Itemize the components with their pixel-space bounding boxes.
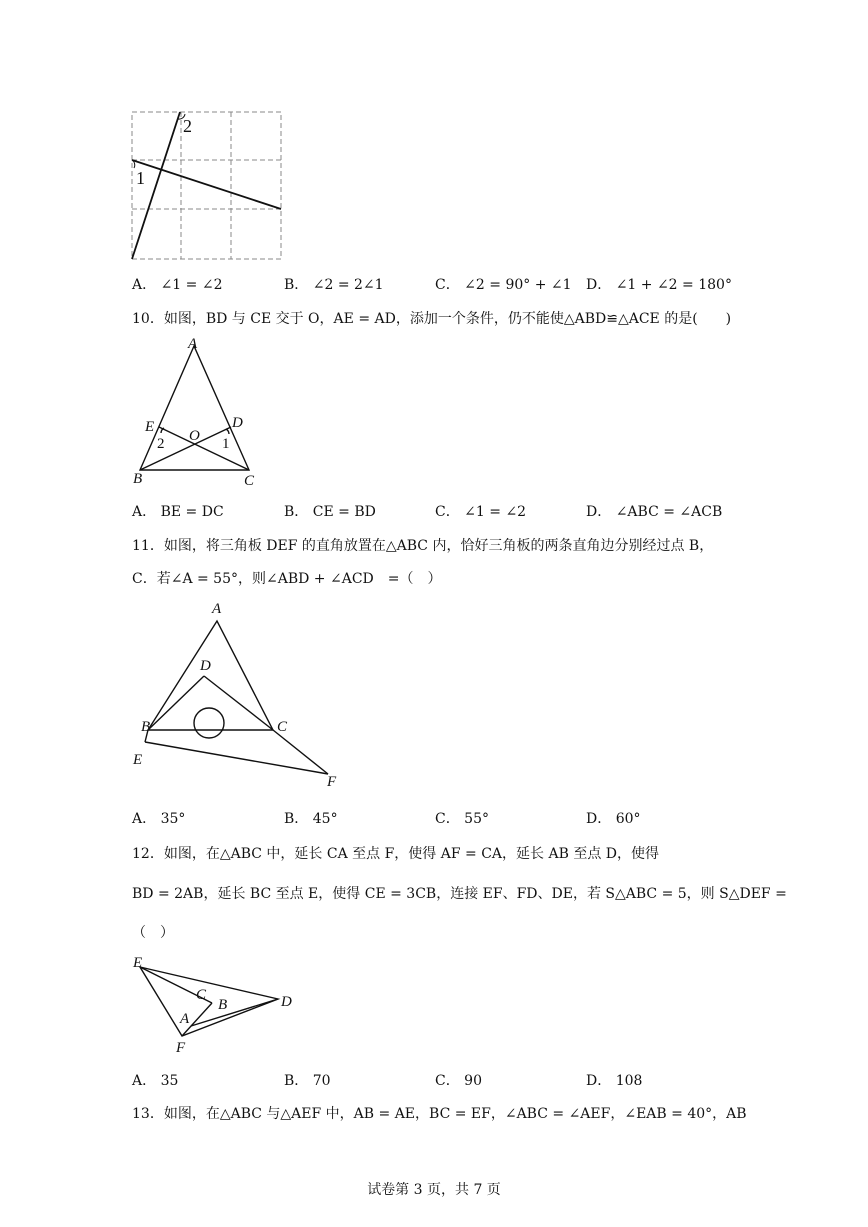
q9-option-d: D． ∠1 + ∠2 = 180° xyxy=(586,277,732,293)
q11-option-b: B． 45° xyxy=(284,811,338,827)
q12-point-a: A xyxy=(180,1011,190,1027)
q10-option-a: A． BE = DC xyxy=(132,504,224,520)
q11-point-e: E xyxy=(133,752,143,768)
q13-stem: 13．如图，在△ABC 与△AEF 中，AB = AE，BC = EF，∠ABC = ∠AEF，∠EAB = 40°，AB xyxy=(132,1106,747,1122)
q12-stem-line-3: （ ） xyxy=(132,925,174,941)
q11-figure xyxy=(128,596,348,788)
page-footer: 试卷第 3 页，共 7 页 xyxy=(367,1182,501,1198)
q12-point-e: E xyxy=(133,955,143,971)
q9-option-b: B． ∠2 = 2∠1 xyxy=(284,277,384,293)
q9-figure xyxy=(128,108,288,264)
q9-angle-1-label: 1 xyxy=(136,168,145,188)
q10-option-d: D． ∠ABC = ∠ACB xyxy=(586,504,723,520)
q10-angle-2-label: 2 xyxy=(157,436,165,452)
q12-stem-line-2: BD = 2AB，延长 BC 至点 E，使得 CE = 3CB，连接 EF、FD、DE，若 S△ABC = 5，则 S△DEF = xyxy=(132,886,787,902)
q10-stem: 10．如图，BD 与 CE 交于 O，AE = AD，添加一个条件，仍不能使△ABD≌△ACE 的是( ) xyxy=(132,311,732,327)
q10-point-o: O xyxy=(189,428,200,444)
q11-point-f: F xyxy=(327,774,337,788)
q10-figure xyxy=(128,330,268,492)
q9-option-c: C． ∠2 = 90° + ∠1 xyxy=(435,277,572,293)
q12-point-d: D xyxy=(281,994,292,1010)
q9-option-a: A． ∠1 = ∠2 xyxy=(132,277,223,293)
q10-point-b: B xyxy=(133,471,143,487)
q11-point-b: B xyxy=(141,719,151,735)
q12-option-b: B． 70 xyxy=(284,1073,331,1089)
q11-point-c: C xyxy=(277,719,288,735)
q10-point-a: A xyxy=(188,336,198,352)
q10-angle-1-label: 1 xyxy=(222,436,230,452)
q12-option-d: D． 108 xyxy=(586,1073,643,1089)
q11-point-d: D xyxy=(200,658,211,674)
q12-option-a: A． 35 xyxy=(132,1073,179,1089)
q11-option-a: A． 35° xyxy=(132,811,186,827)
q11-point-a: A xyxy=(212,601,222,617)
q11-stem-line-1: 11．如图，将三角板 DEF 的直角放置在△ABC 内，恰好三角板的两条直角边分别经过点 B， xyxy=(132,538,714,554)
q10-option-c: C． ∠1 = ∠2 xyxy=(435,504,527,520)
q10-point-d: D xyxy=(232,415,243,431)
q10-point-e: E xyxy=(145,419,155,435)
q12-point-f: F xyxy=(176,1040,186,1056)
q12-option-c: C． 90 xyxy=(435,1073,482,1089)
q9-angle-2-label: 2 xyxy=(183,116,192,136)
q11-option-d: D． 60° xyxy=(586,811,641,827)
q12-stem-line-1: 12．如图，在△ABC 中，延长 CA 至点 F，使得 AF = CA，延长 AB 至点 D，使得 xyxy=(132,846,659,862)
q11-option-c: C． 55° xyxy=(435,811,489,827)
q12-figure xyxy=(128,950,308,1060)
q10-option-b: B． CE = BD xyxy=(284,504,376,520)
q12-point-b: B xyxy=(218,997,228,1013)
q11-stem-line-2: C．若∠A = 55°，则∠ABD + ∠ACD =（ ） xyxy=(132,571,442,587)
q10-point-c: C xyxy=(244,473,255,489)
q12-point-c: C xyxy=(196,987,207,1003)
